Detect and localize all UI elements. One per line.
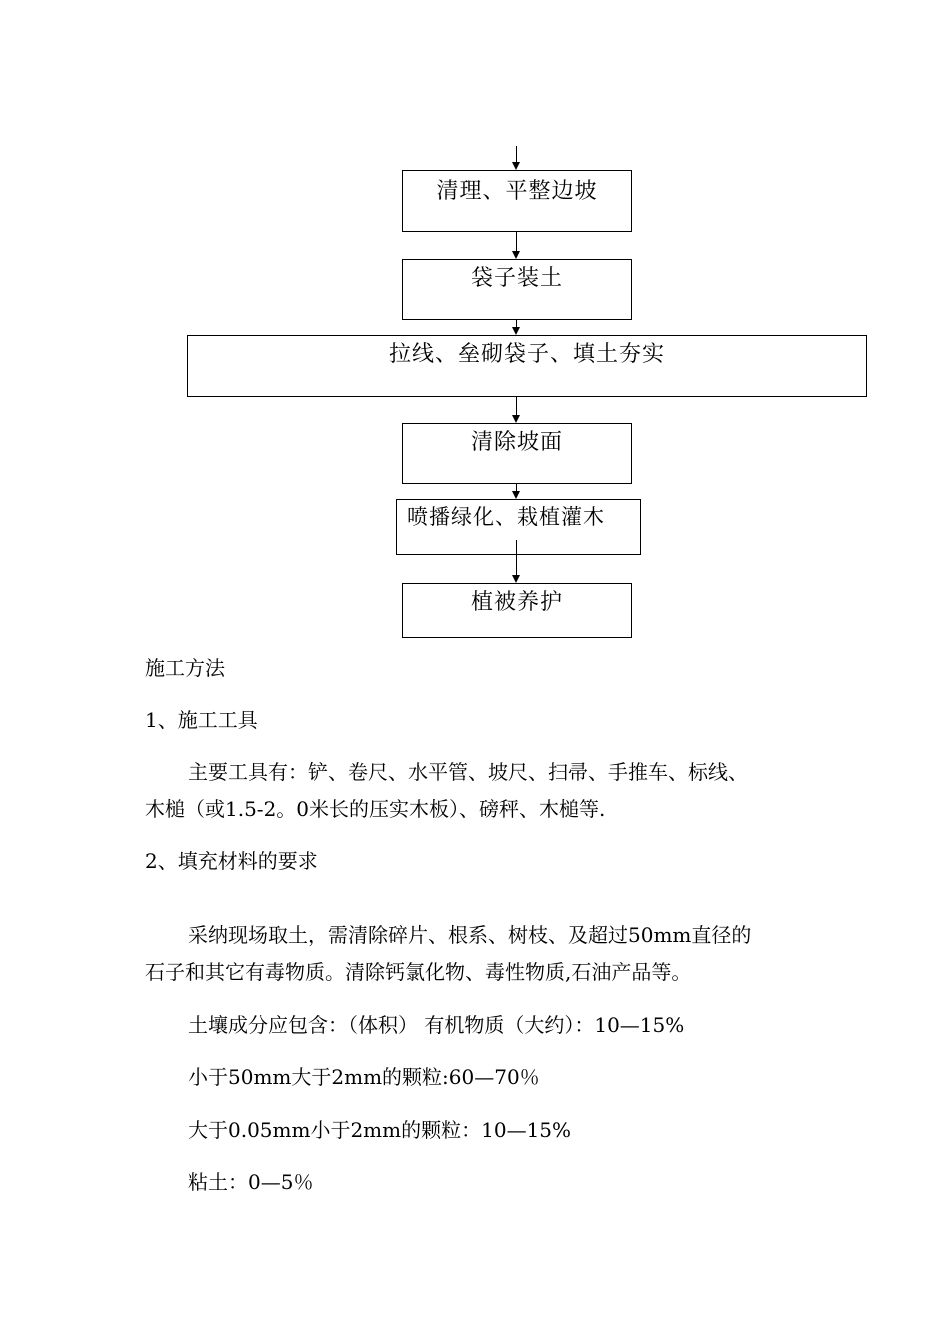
flow-step-5 <box>396 499 641 555</box>
arrow-head-2 <box>512 327 520 335</box>
flow-step-6 <box>402 583 632 638</box>
flow-step-4 <box>402 423 632 484</box>
flow-step-1-label: 清理、平整边坡 <box>436 179 598 204</box>
tools-line-2: 木槌（或1.5-2。0米长的压实木板）、磅秤、木槌等. <box>145 797 606 821</box>
tools-line-1: 主要工具有：铲、卷尺、水平管、坡尺、扫帚、手推车、标线、 <box>188 760 748 784</box>
soil-composition-line-2: 小于50mm大于2mm的颗粒:60—70％ <box>188 1065 540 1089</box>
arrow-head-3 <box>512 415 520 423</box>
connector-line-1 <box>516 232 517 252</box>
soil-composition-line-3: 大于0.05mm小于2mm的颗粒：10—15% <box>188 1118 572 1142</box>
flow-step-3-label: 拉线、垒砌袋子、填土夯实 <box>388 342 665 367</box>
arrow-head-4 <box>512 491 520 499</box>
materials-line-1: 采纳现场取土，需清除碎片、根系、树枝、及超过50mm直径的 <box>188 923 752 947</box>
flow-step-2 <box>402 259 632 320</box>
flow-step-3 <box>187 335 867 397</box>
flow-step-2-label: 袋子装土 <box>470 266 563 291</box>
soil-composition-line-4: 粘土：0—5％ <box>188 1170 314 1194</box>
section-title: 施工方法 <box>145 656 225 680</box>
subsection-2-title: 2、填充材料的要求 <box>145 849 318 873</box>
subsection-1-title: 1、施工工具 <box>145 708 258 732</box>
flow-step-1 <box>402 170 632 232</box>
arrow-head-5 <box>512 575 520 583</box>
connector-line-5 <box>516 540 517 576</box>
flow-step-5-label: 喷播绿化、栽植灌木 <box>407 505 605 529</box>
arrow-head-1 <box>512 251 520 259</box>
flow-step-6-label: 植被养护 <box>470 590 563 615</box>
arrow-head-top <box>512 162 520 170</box>
materials-line-2: 石子和其它有毒物质。清除钙氯化物、毒性物质,石油产品等。 <box>145 960 692 984</box>
flow-step-4-label: 清除坡面 <box>470 430 563 455</box>
connector-line-3 <box>516 397 517 416</box>
soil-composition-line-1: 土壤成分应包含：（体积） 有机物质（大约）：10—15% <box>188 1013 685 1037</box>
